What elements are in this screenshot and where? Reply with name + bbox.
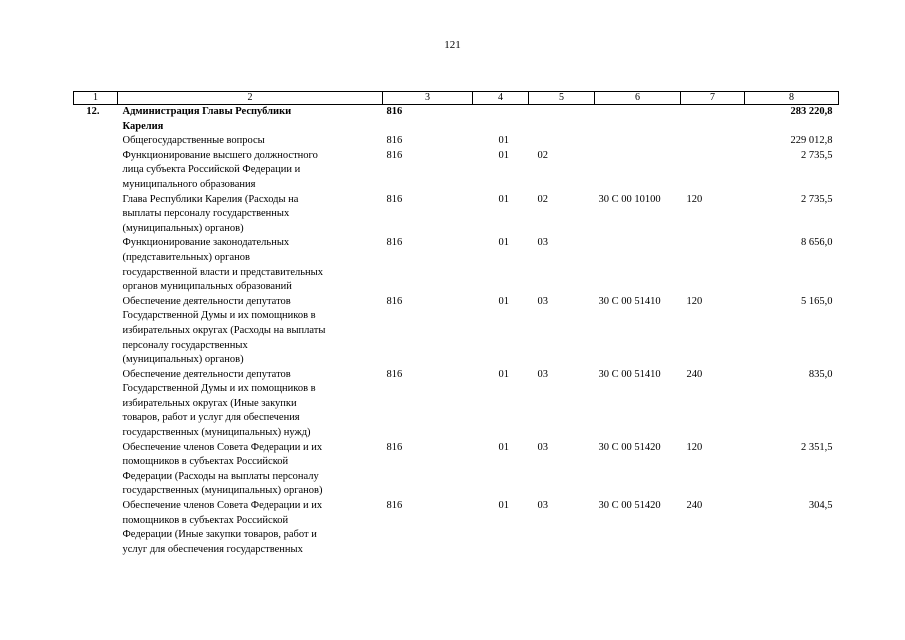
target-article-cell: 30 С 00 51410 [598, 368, 661, 380]
target-article-cell [595, 105, 681, 135]
item-name-line: услуг для обеспечения государственных [122, 543, 303, 555]
section-code-cell: 01 [498, 193, 509, 205]
ministry-code-cell: 816 [386, 193, 403, 205]
row-number-cell [74, 134, 118, 149]
row-number-cell [74, 149, 118, 193]
table-row [74, 295, 839, 368]
amount-cell: 2 351,5 [801, 441, 833, 453]
item-name-line: Обеспечение членов Совета Федерации и их [122, 500, 323, 512]
item-name-cell [118, 105, 383, 135]
item-name-line: помощников в субъектах Российской [122, 514, 289, 526]
table-row [74, 134, 839, 149]
item-name-line: персоналу государственных [122, 339, 248, 351]
ministry-code-cell: 816 [386, 135, 403, 147]
item-name-line: (муниципальных) органов) [122, 222, 244, 234]
ministry-code-cell: 816 [386, 368, 403, 380]
item-name-cell [118, 441, 383, 499]
item-name-line: избирательных округах (Расходы на выплаты [122, 324, 326, 336]
item-name-line: выплаты персоналу государственных [122, 208, 290, 220]
column-header: 3 [383, 92, 473, 105]
expense-type-cell [681, 236, 745, 294]
amount-cell: 283 220,8 [790, 106, 833, 117]
item-name-cell [118, 149, 383, 193]
item-name-line: избирательных округах (Иные закупки [122, 397, 297, 409]
item-name-line: муниципального образования [122, 178, 256, 190]
table-row [74, 368, 839, 441]
column-header: 4 [473, 92, 529, 105]
item-name-line: Федерации (Расходы на выплаты персоналу [122, 470, 319, 482]
column-header: 6 [595, 92, 681, 105]
target-article-cell [595, 134, 681, 149]
table-body [74, 105, 839, 558]
item-name-line: Общегосударственные вопросы [122, 135, 265, 147]
target-article-cell: 30 С 00 51420 [598, 500, 661, 512]
target-article-cell [595, 149, 681, 193]
item-name-cell [118, 193, 383, 237]
ministry-code-cell: 816 [386, 500, 403, 512]
section-code-cell: 01 [498, 500, 509, 512]
table-row [74, 105, 839, 135]
subsection-code-cell: 03 [537, 368, 548, 380]
row-number-cell [74, 499, 118, 557]
target-article-cell [595, 236, 681, 294]
item-name-line: Обеспечение деятельности депутатов [122, 368, 291, 380]
section-code-cell: 01 [498, 295, 509, 307]
amount-cell: 8 656,0 [801, 237, 833, 249]
ministry-code-cell: 816 [386, 441, 403, 453]
item-name-cell [118, 368, 383, 441]
section-code-cell [473, 105, 529, 135]
item-name-line: органов муниципальных образований [122, 281, 292, 293]
ministry-code-cell: 816 [386, 295, 403, 307]
column-header: 7 [681, 92, 745, 105]
subsection-code-cell: 03 [537, 237, 548, 249]
column-header: 1 [74, 92, 118, 105]
table-row [74, 149, 839, 193]
section-code-cell: 01 [498, 135, 509, 147]
budget-table [73, 91, 839, 557]
amount-cell: 2 735,5 [801, 193, 833, 205]
item-name-line: (представительных) органов [122, 251, 250, 263]
expense-type-cell [681, 105, 745, 135]
subsection-code-cell: 03 [537, 295, 548, 307]
amount-cell: 304,5 [808, 500, 833, 512]
item-name-line: Глава Республики Карелия (Расходы на [122, 193, 299, 205]
item-name-cell [118, 134, 383, 149]
subsection-code-cell [529, 105, 595, 135]
subsection-code-cell: 02 [537, 149, 548, 161]
item-name-line: Федерации (Иные закупки товаров, работ и [122, 529, 317, 541]
item-name-cell [118, 295, 383, 368]
expense-type-cell: 240 [686, 500, 703, 512]
section-code-cell: 01 [498, 237, 509, 249]
item-name-line: Карелия [122, 120, 164, 132]
item-name-cell [118, 236, 383, 294]
row-number-cell [74, 368, 118, 441]
item-name-line: товаров, работ и услуг для обеспечения [122, 412, 300, 424]
expense-type-cell: 120 [686, 441, 703, 453]
item-name-cell [118, 499, 383, 557]
row-number-cell: 12. [86, 106, 100, 117]
expense-type-cell: 120 [686, 193, 703, 205]
item-name-line: Государственной Думы и их помощников в [122, 310, 316, 322]
row-number-cell [74, 193, 118, 237]
amount-cell: 835,0 [808, 368, 833, 380]
section-code-cell: 01 [498, 441, 509, 453]
ministry-code-cell: 816 [386, 149, 403, 161]
header-row [74, 92, 839, 105]
table-row [74, 193, 839, 237]
expense-type-cell [681, 149, 745, 193]
item-name-line: (муниципальных) органов) [122, 354, 244, 366]
row-number-cell [74, 295, 118, 368]
subsection-code-cell: 02 [537, 193, 548, 205]
column-header: 2 [118, 92, 383, 105]
item-name-line: Обеспечение деятельности депутатов [122, 295, 291, 307]
item-name-line: Администрация Главы Республики [122, 106, 292, 117]
table-row [74, 236, 839, 294]
item-name-line: Функционирование законодательных [122, 237, 290, 249]
item-name-line: помощников в субъектах Российской [122, 456, 289, 468]
expense-type-cell: 120 [686, 295, 703, 307]
expense-type-cell: 240 [686, 368, 703, 380]
page-number: 121 [444, 39, 461, 51]
item-name-line: государственных (муниципальных) органов) [122, 485, 323, 497]
amount-cell: 229 012,8 [790, 135, 833, 147]
subsection-code-cell [529, 134, 595, 149]
row-number-cell [74, 236, 118, 294]
subsection-code-cell: 03 [537, 441, 548, 453]
subsection-code-cell: 03 [537, 500, 548, 512]
column-header: 5 [529, 92, 595, 105]
table-row [74, 499, 839, 557]
item-name-line: Функционирование высшего должностного [122, 149, 318, 161]
item-name-line: Обеспечение членов Совета Федерации и их [122, 441, 323, 453]
ministry-code-cell: 816 [386, 237, 403, 249]
item-name-line: государственной власти и представительных [122, 266, 323, 278]
target-article-cell: 30 С 00 51410 [598, 295, 661, 307]
target-article-cell: 30 С 00 10100 [598, 193, 661, 205]
item-name-line: лица субъекта Российской Федерации и [122, 164, 301, 176]
item-name-line: Государственной Думы и их помощников в [122, 383, 316, 395]
amount-cell: 2 735,5 [801, 149, 833, 161]
section-code-cell: 01 [498, 368, 509, 380]
section-code-cell: 01 [498, 149, 509, 161]
ministry-code-cell: 816 [386, 106, 403, 117]
row-number-cell [74, 441, 118, 499]
target-article-cell: 30 С 00 51420 [598, 441, 661, 453]
item-name-line: государственных (муниципальных) нужд) [122, 427, 311, 439]
amount-cell: 5 165,0 [801, 295, 833, 307]
expense-type-cell [681, 134, 745, 149]
table-row [74, 441, 839, 499]
column-header: 8 [745, 92, 839, 105]
